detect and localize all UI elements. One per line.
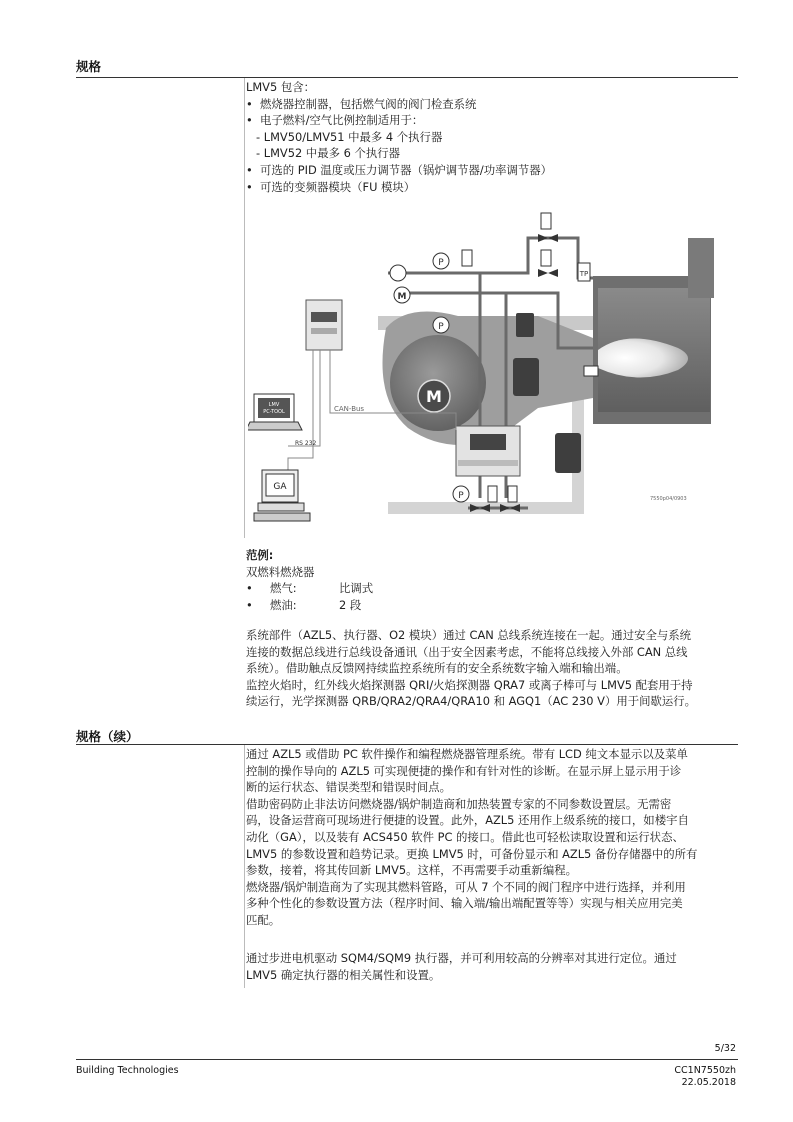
svg-text:CAN-Bus: CAN-Bus (334, 405, 365, 413)
paragraph-line: 系统）。借助触点反馈网持续监控系统所有的安全系统数字输入端和输出端。 (246, 661, 628, 676)
page-number: 5/32 (714, 1043, 736, 1054)
column-divider (244, 745, 245, 988)
spec-subitem: - LMV52 中最多 6 个执行器 (256, 146, 401, 161)
paragraph-line: 断的运行状态、错误类型和错误时间点。 (246, 780, 452, 795)
paragraph-line: 码，设备运营商可现场进行便捷的设置。此外，AZL5 还用作上级系统的接口，如楼宇自 (246, 813, 689, 828)
example-value: 比调式 (339, 581, 374, 596)
example-row: • 燃油: 2 段 (246, 598, 362, 613)
svg-text:RS 232: RS 232 (295, 440, 317, 447)
azl5-display (306, 300, 342, 350)
paragraph-line: 通过 AZL5 或借助 PC 软件操作和编程燃烧器管理系统。带有 LCD 纯文本显示以及菜单 (246, 747, 688, 761)
paragraph-line: LMV5 确定执行器的相关属性和设置。 (246, 967, 441, 982)
example-row: • 燃气: 比调式 (246, 581, 374, 596)
spec-list (246, 79, 738, 195)
paragraph-line: 多种个性化的参数设置方法（程序时间、输入端/输出端配置等等）实现与相关应用完美 (246, 896, 683, 911)
svg-text:PC-TOOL: PC-TOOL (263, 409, 285, 415)
system-description (246, 627, 738, 710)
svg-text:M: M (397, 292, 407, 302)
svg-text:7550p04/0903: 7550p04/0903 (650, 496, 687, 502)
section-title: 规格 (76, 59, 102, 74)
paragraph-line: 通过步进电机驱动 SQM4/SQM9 执行器，并可利用较高的分辨率对其进行定位。通过 (246, 951, 677, 965)
example-label: 燃气: (270, 581, 297, 596)
spec-intro: LMV5 包含： (246, 80, 316, 94)
svg-text:P: P (438, 322, 444, 332)
actuator-description (246, 950, 738, 983)
ga-computer (254, 470, 310, 521)
temp-pressure-sensor-icon (578, 263, 590, 281)
example-heading: 范例: (246, 548, 274, 562)
paragraph-line: 系统部件（AZL5、执行器、O2 模块）通过 CAN 总线系统连接在一起。通过安全与系统 (246, 628, 692, 642)
example-label: 燃油: (270, 598, 297, 613)
section-rule (76, 744, 738, 745)
paragraph-line: LMV5 的参数设置和趋势记录。更换 LMV5 时，可备份显示和 AZL5 备份存储器中的所有 (246, 846, 698, 861)
svg-text:P: P (458, 491, 464, 501)
paragraph-line: 动化（GA），以及装有 ACS450 软件 PC 的接口。借此也可轻松读取设置和运行状态、 (246, 829, 684, 844)
spec-item: • 电子燃料/空气比例控制适用于： (246, 112, 738, 129)
spec-subitem: - LMV50/LMV51 中最多 4 个执行器 (256, 129, 443, 144)
fan-housing (382, 312, 593, 445)
paragraph-line: 控制的操作导向的 AZL5 可实现便捷的操作和有针对性的诊断。在显示屏上显示用于诊 (246, 763, 682, 778)
paragraph-line: 参数，接着，将其传回新 LMV5。这样，不再需要手动重新编程。 (246, 863, 577, 878)
svg-text:M: M (426, 387, 442, 406)
footer-company: Building Technologies (76, 1065, 179, 1076)
example-value: 2 段 (339, 598, 362, 613)
paragraph-line: 监控火焰时，红外线火焰探测器 QRI/火焰探测器 QRA7 或离子棒可与 LMV5 配套用于持 (246, 677, 693, 692)
svg-text:LMV: LMV (268, 402, 280, 408)
oil-pump-icon (390, 265, 410, 303)
example-subtitle: 双燃料燃烧器 (246, 564, 315, 579)
continued-description (246, 746, 738, 929)
paragraph-line: 续运行，光学探测器 QRB/QRA2/QRA4/QRA10 和 AGQ1（AC 230 V）用于间歇运行。 (246, 694, 697, 709)
svg-text:TP: TP (579, 270, 589, 278)
paragraph-line: 燃烧器/锅炉制造商为了实现其燃料管路，可从 7 个不同的阀门程序中进行选择，并利用 (246, 879, 686, 894)
example-block (246, 547, 738, 614)
section-title-continued: 规格（续） (76, 729, 139, 744)
lmv5-controller (456, 426, 520, 476)
pc-tool-laptop (248, 394, 302, 430)
spec-item: • 可选的 PID 温度或压力调节器（锅炉调节器/功率调节器） (246, 162, 738, 179)
flame-detector-icon (584, 366, 598, 376)
paragraph-line: 连接的数据总线进行总线设备通讯（出于安全因素考虑，不能将总线接入外部 CAN 总线 (246, 644, 688, 659)
svg-text:GA: GA (273, 482, 287, 492)
footer-rule (76, 1059, 738, 1060)
boiler (593, 238, 714, 424)
footer-date: 22.05.2018 (681, 1077, 736, 1088)
column-divider (244, 78, 245, 538)
paragraph-line: 匹配。 (246, 912, 281, 927)
spec-item: • 可选的变频器模块（FU 模块） (246, 179, 738, 196)
section-rule (76, 77, 738, 78)
burner-system-diagram (248, 208, 720, 528)
footer-doc-id: CC1N7550zh (674, 1065, 736, 1076)
paragraph-line: 借助密码防止非法访问燃烧器/锅炉制造商和加热装置专家的不同参数设置层。无需密 (246, 796, 672, 811)
svg-text:P: P (438, 258, 444, 268)
spec-item: • 燃烧器控制器，包括燃气阀的阀门检查系统 (246, 96, 738, 113)
